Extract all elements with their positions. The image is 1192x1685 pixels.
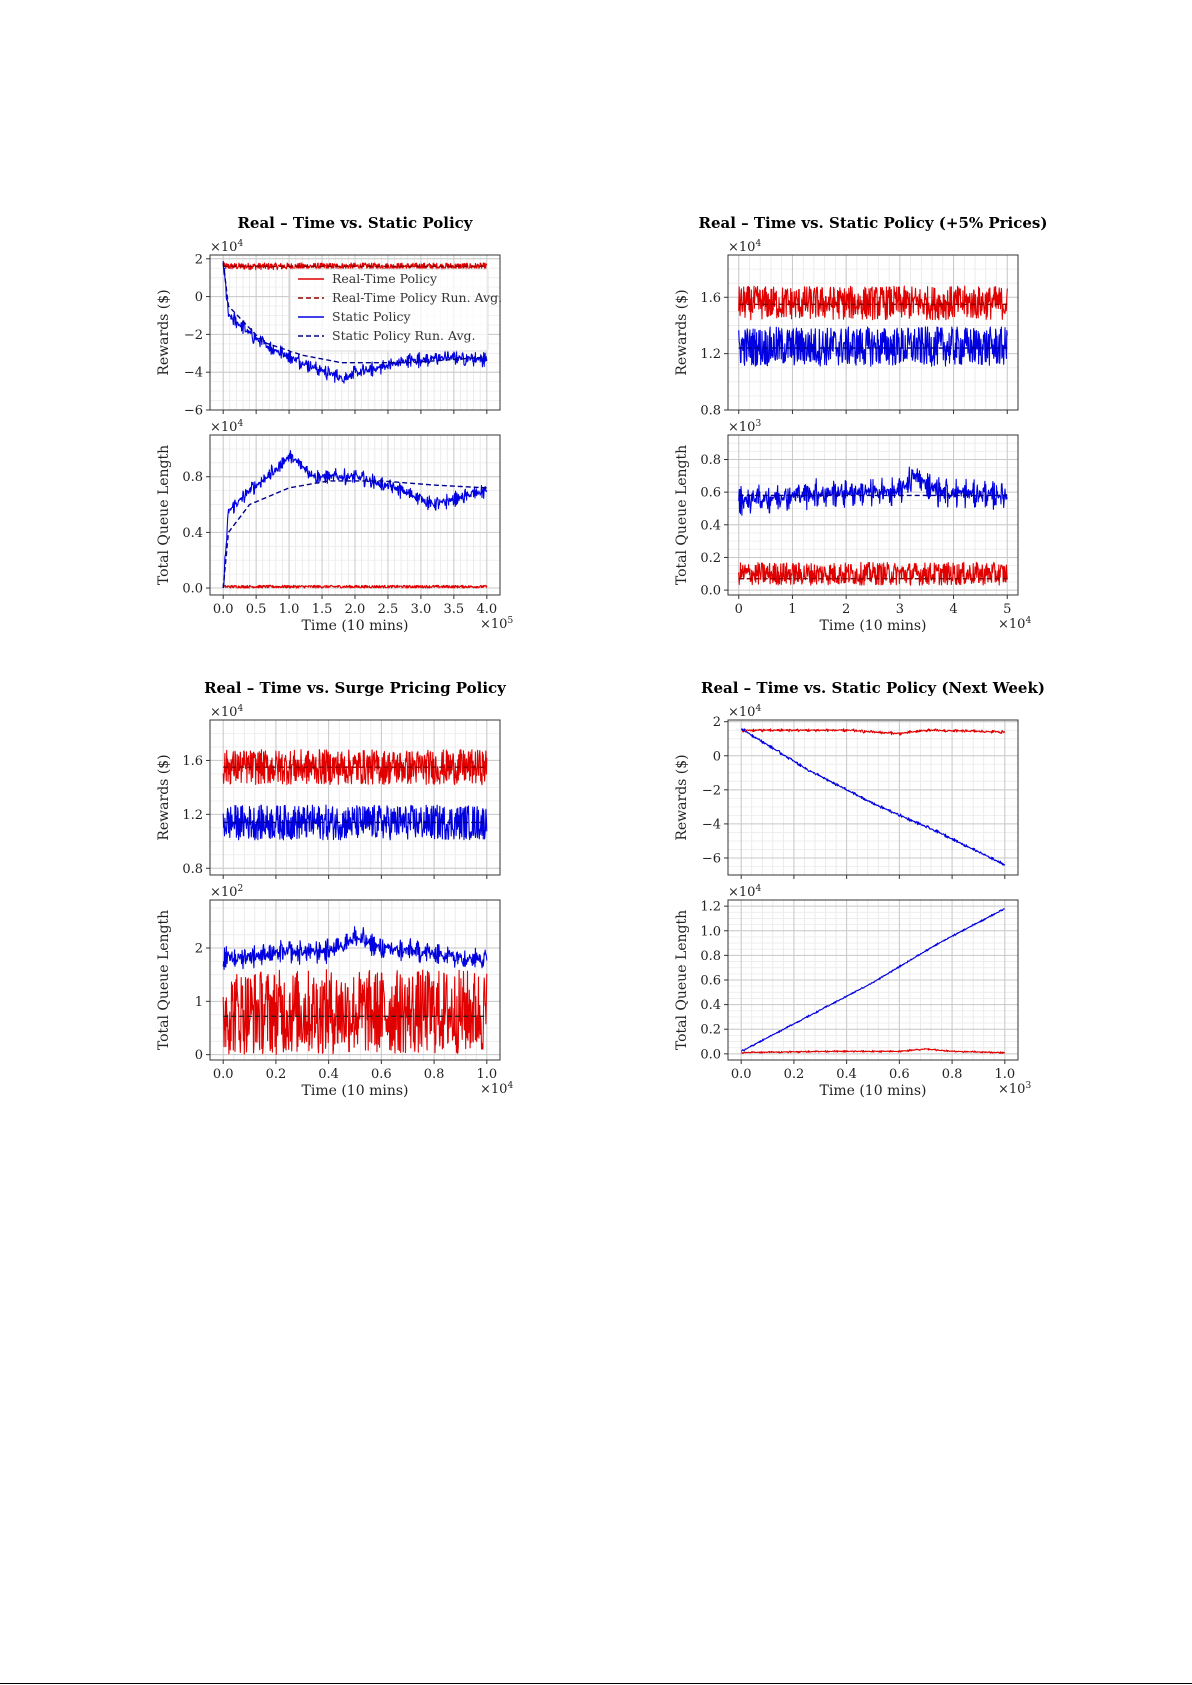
y-tick-label: 0 (194, 290, 203, 306)
axes-background (728, 720, 1018, 875)
x-multiplier-label: $\times 10^3$ (998, 1081, 1032, 1097)
subplot-panel-1 (156, 214, 513, 634)
y-multiplier-label: $\times 10^3$ (728, 419, 762, 435)
x-axis-label: Time (10 mins) (301, 618, 409, 634)
y-tick-label: 0.8 (182, 470, 203, 486)
y-tick-label: 0 (712, 749, 721, 765)
rewards-axes (156, 239, 502, 419)
y-multiplier-label: $\times 10^4$ (210, 419, 244, 435)
x-tick-label: 0.6 (889, 1067, 910, 1082)
x-tick-label: 1.0 (278, 602, 300, 617)
subplot-panel-2 (674, 214, 1047, 634)
y-tick-label: 0.8 (182, 861, 203, 877)
y-tick-label: 0.0 (700, 583, 721, 599)
y-tick-label: −4 (701, 817, 721, 833)
x-tick-label: 0.4 (836, 1067, 857, 1082)
rewards-axes (156, 704, 500, 879)
y-axis-label: Rewards ($) (156, 289, 172, 376)
y-tick-label: 1.2 (700, 347, 721, 363)
x-tick-label: 4.0 (476, 602, 498, 617)
x-axis-label: Time (10 mins) (301, 1083, 409, 1099)
x-tick-label: 0.2 (265, 1067, 287, 1082)
queue-length-axes (156, 884, 513, 1099)
y-tick-label: 0.8 (700, 948, 721, 964)
panel-title: Real – Time vs. Static Policy (Next Week) (701, 679, 1045, 697)
x-tick-label: 0.6 (371, 1067, 392, 1082)
y-tick-label: 1.2 (700, 899, 721, 915)
y-tick-label: −6 (701, 851, 721, 867)
x-tick-label: 0.8 (941, 1067, 963, 1082)
x-tick-label: 4 (949, 602, 958, 617)
y-tick-label: −2 (701, 783, 721, 799)
legend-entry-label: Real-Time Policy Run. Avg. (332, 290, 503, 305)
x-tick-label: 5 (1003, 602, 1012, 617)
y-tick-label: −6 (183, 403, 203, 419)
y-tick-label: 1.2 (182, 807, 203, 823)
legend-entry-label: Static Policy (332, 309, 411, 324)
x-multiplier-exponent: 5 (507, 616, 514, 626)
axes-background (210, 720, 500, 875)
x-tick-label: 1.5 (311, 602, 333, 617)
y-tick-label: 1.6 (700, 290, 721, 306)
y-multiplier-label: $\times 10^4$ (728, 239, 762, 255)
x-tick-label: 0.8 (423, 1067, 445, 1082)
series-real-time-policy (223, 585, 487, 588)
y-tick-label: 0.4 (700, 998, 721, 1014)
y-multiplier-label: $\times 10^2$ (210, 884, 244, 900)
y-multiplier-label: $\times 10^4$ (210, 704, 244, 720)
y-tick-label: 0.6 (700, 973, 721, 989)
y-axis-label: Total Queue Length (156, 444, 172, 586)
y-tick-label: 0.0 (700, 1047, 721, 1063)
y-tick-label: 1.6 (182, 753, 203, 769)
y-tick-label: 0.2 (700, 550, 721, 566)
y-axis-label: Total Queue Length (674, 909, 690, 1051)
x-tick-label: 2 (842, 602, 851, 617)
x-tick-label: 1 (788, 602, 797, 617)
y-axis-label: Total Queue Length (156, 909, 172, 1051)
x-axis-label: Time (10 mins) (819, 618, 927, 634)
x-tick-label: 1.0 (994, 1067, 1016, 1082)
subplot-panel-4 (674, 679, 1045, 1099)
legend-entry-label: Static Policy Run. Avg. (332, 328, 476, 343)
y-multiplier-exponent: 2 (237, 884, 244, 894)
y-tick-label: 0.8 (700, 403, 721, 419)
panel-title: Real – Time vs. Static Policy (+5% Prices) (698, 214, 1048, 232)
rewards-axes (674, 704, 1018, 879)
y-multiplier-label: $\times 10^4$ (728, 884, 762, 900)
y-tick-label: 0.2 (700, 1022, 721, 1038)
x-tick-label: 3 (895, 602, 904, 617)
y-axis-label: Total Queue Length (674, 444, 690, 586)
y-tick-label: 0.4 (700, 518, 721, 534)
y-tick-label: 0.0 (182, 581, 203, 597)
x-tick-label: 2.5 (377, 602, 399, 617)
y-multiplier-exponent: 4 (237, 239, 244, 249)
x-tick-label: 3.0 (410, 602, 432, 617)
y-multiplier-label: $\times 10^4$ (728, 704, 762, 720)
x-tick-label: 2.0 (344, 602, 366, 617)
rewards-axes (674, 239, 1018, 419)
y-tick-label: 0 (194, 1048, 203, 1064)
y-tick-label: −4 (183, 365, 203, 381)
y-axis-label: Rewards ($) (674, 754, 690, 841)
x-axis-label: Time (10 mins) (819, 1083, 927, 1099)
x-tick-label: 0.0 (212, 602, 234, 617)
y-multiplier-exponent: 4 (755, 884, 762, 894)
x-multiplier-exponent: 4 (507, 1081, 514, 1091)
x-tick-label: 0 (734, 602, 743, 617)
y-tick-label: −2 (183, 327, 203, 343)
y-multiplier-label: $\times 10^4$ (210, 239, 244, 255)
panel-title: Real – Time vs. Static Policy (237, 214, 473, 232)
x-tick-label: 0.5 (245, 602, 267, 617)
y-tick-label: 0.8 (700, 452, 721, 468)
y-multiplier-exponent: 4 (755, 239, 762, 249)
y-tick-label: 1 (194, 994, 203, 1010)
y-multiplier-exponent: 4 (237, 704, 244, 714)
subplot-panel-3 (156, 679, 513, 1099)
x-tick-label: 0.0 (730, 1067, 752, 1082)
y-multiplier-exponent: 4 (755, 704, 762, 714)
queue-length-axes (674, 884, 1031, 1099)
page-bottom-rule (0, 1683, 1192, 1684)
x-multiplier-label: $\times 10^4$ (480, 1081, 514, 1097)
y-tick-label: 1.0 (700, 924, 721, 940)
y-multiplier-exponent: 4 (237, 419, 244, 429)
y-tick-label: 2 (194, 941, 203, 957)
y-tick-label: 0.4 (182, 525, 203, 541)
y-tick-label: 2 (194, 252, 203, 268)
x-tick-label: 0.2 (783, 1067, 805, 1082)
panel-title: Real – Time vs. Surge Pricing Policy (204, 679, 506, 697)
queue-length-axes (156, 419, 513, 634)
y-tick-label: 0.6 (700, 485, 721, 501)
x-tick-label: 3.5 (443, 602, 465, 617)
x-multiplier-exponent: 3 (1025, 1081, 1032, 1091)
y-tick-label: 2 (712, 715, 721, 731)
x-tick-label: 0.0 (212, 1067, 234, 1082)
queue-length-axes (674, 419, 1031, 634)
y-multiplier-exponent: 3 (755, 419, 762, 429)
legend (290, 269, 502, 351)
x-multiplier-label: $\times 10^4$ (998, 616, 1032, 632)
x-tick-label: 1.0 (476, 1067, 498, 1082)
y-axis-label: Rewards ($) (674, 289, 690, 376)
y-axis-label: Rewards ($) (156, 754, 172, 841)
x-tick-label: 0.4 (318, 1067, 339, 1082)
x-multiplier-exponent: 4 (1025, 616, 1032, 626)
x-multiplier-label: $\times 10^5$ (480, 616, 514, 632)
legend-entry-label: Real-Time Policy (332, 271, 438, 286)
